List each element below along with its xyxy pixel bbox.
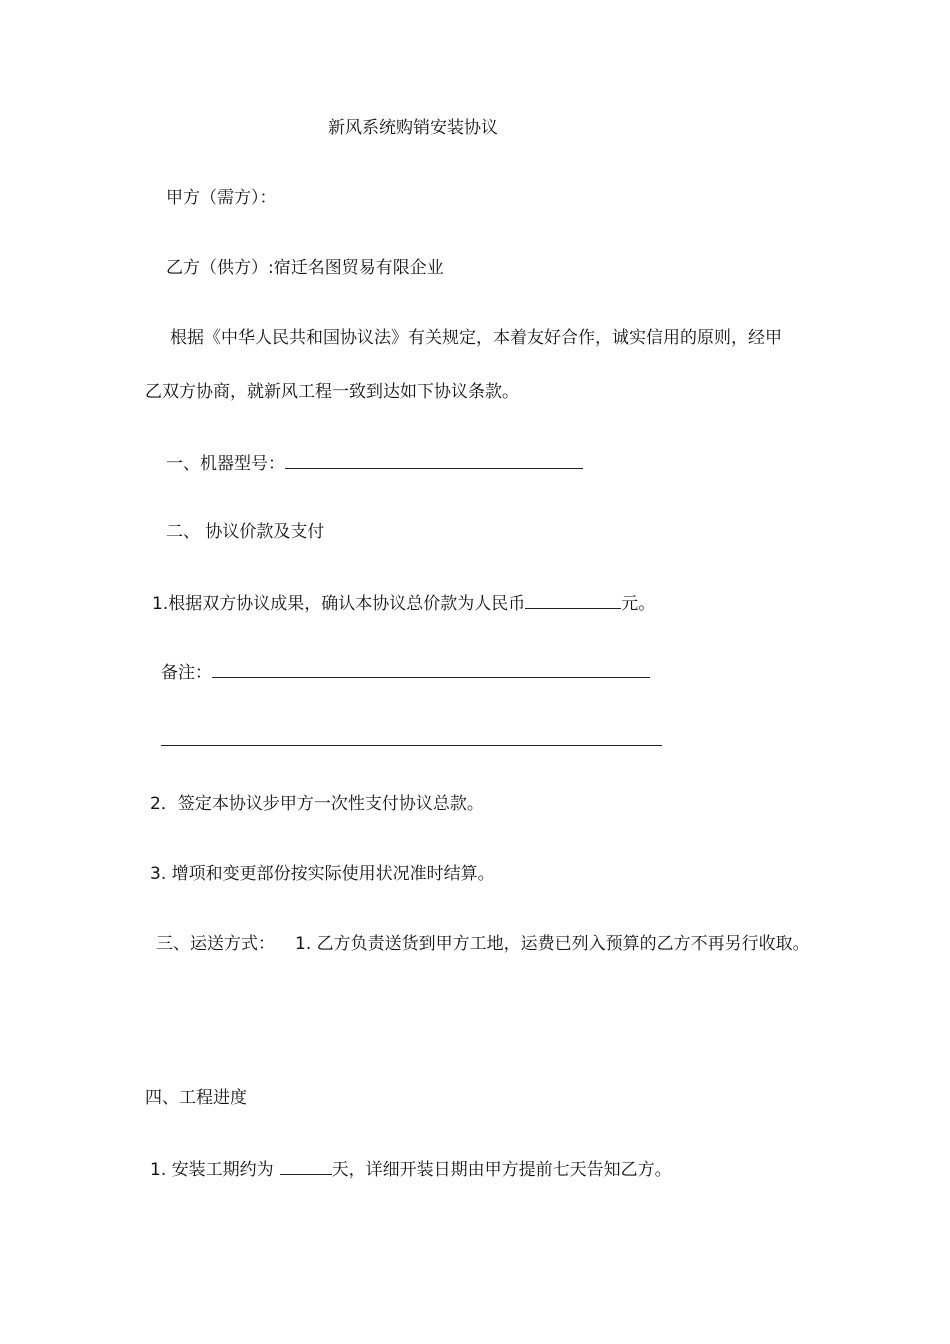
transport-line xyxy=(156,932,810,956)
price-prefix: 1.根据双方协议成果，确认本协议总价款为人民币 xyxy=(152,594,526,614)
intro-paragraph-line-1: 根据《中华人民共和国协议法》有关规定，本着友好合作，诚实信用的原则，经甲 xyxy=(170,328,782,348)
transport-label: 三、运送方式： xyxy=(156,934,275,954)
machine-model-label: 一、机器型号： xyxy=(166,454,285,474)
schedule-days-blank xyxy=(280,1156,332,1175)
machine-model-blank xyxy=(285,450,583,469)
schedule-prefix: 1. 安装工期约为 xyxy=(150,1160,274,1180)
remark-blank-2 xyxy=(161,727,662,746)
remark-label: 备注： xyxy=(161,663,212,683)
section-2-heading: 二、 协议价款及支付 xyxy=(166,522,325,542)
machine-model-line xyxy=(166,450,583,476)
party-b-line: 乙方（供方）:宿迁名图贸易有限企业 xyxy=(166,258,444,278)
section-4-heading: 四、工程进度 xyxy=(145,1088,247,1108)
document-title: 新风系统购销安装协议 xyxy=(328,118,498,138)
schedule-item-1 xyxy=(150,1156,672,1182)
party-a-line: 甲方（需方）： xyxy=(166,188,277,208)
payment-item-2: 2．签定本协议步甲方一次性支付协议总款。 xyxy=(150,794,484,814)
remark-line xyxy=(161,659,650,685)
price-blank xyxy=(525,590,621,609)
remark-blank xyxy=(212,659,650,678)
payment-item-3: 3. 增项和变更部份按实际使用状况准时结算。 xyxy=(150,864,495,884)
price-line xyxy=(152,590,655,616)
remark-blank-line-2 xyxy=(161,727,662,753)
price-suffix: 元。 xyxy=(621,594,656,614)
transport-text: 1. 乙方负责送货到甲方工地，运费已列入预算的乙方不再另行收取。 xyxy=(295,934,810,954)
schedule-suffix: 天，详细开装日期由甲方提前七天告知乙方。 xyxy=(331,1160,672,1180)
intro-paragraph-line-2: 乙双方协商，就新风工程一致到达如下协议条款。 xyxy=(145,382,519,402)
